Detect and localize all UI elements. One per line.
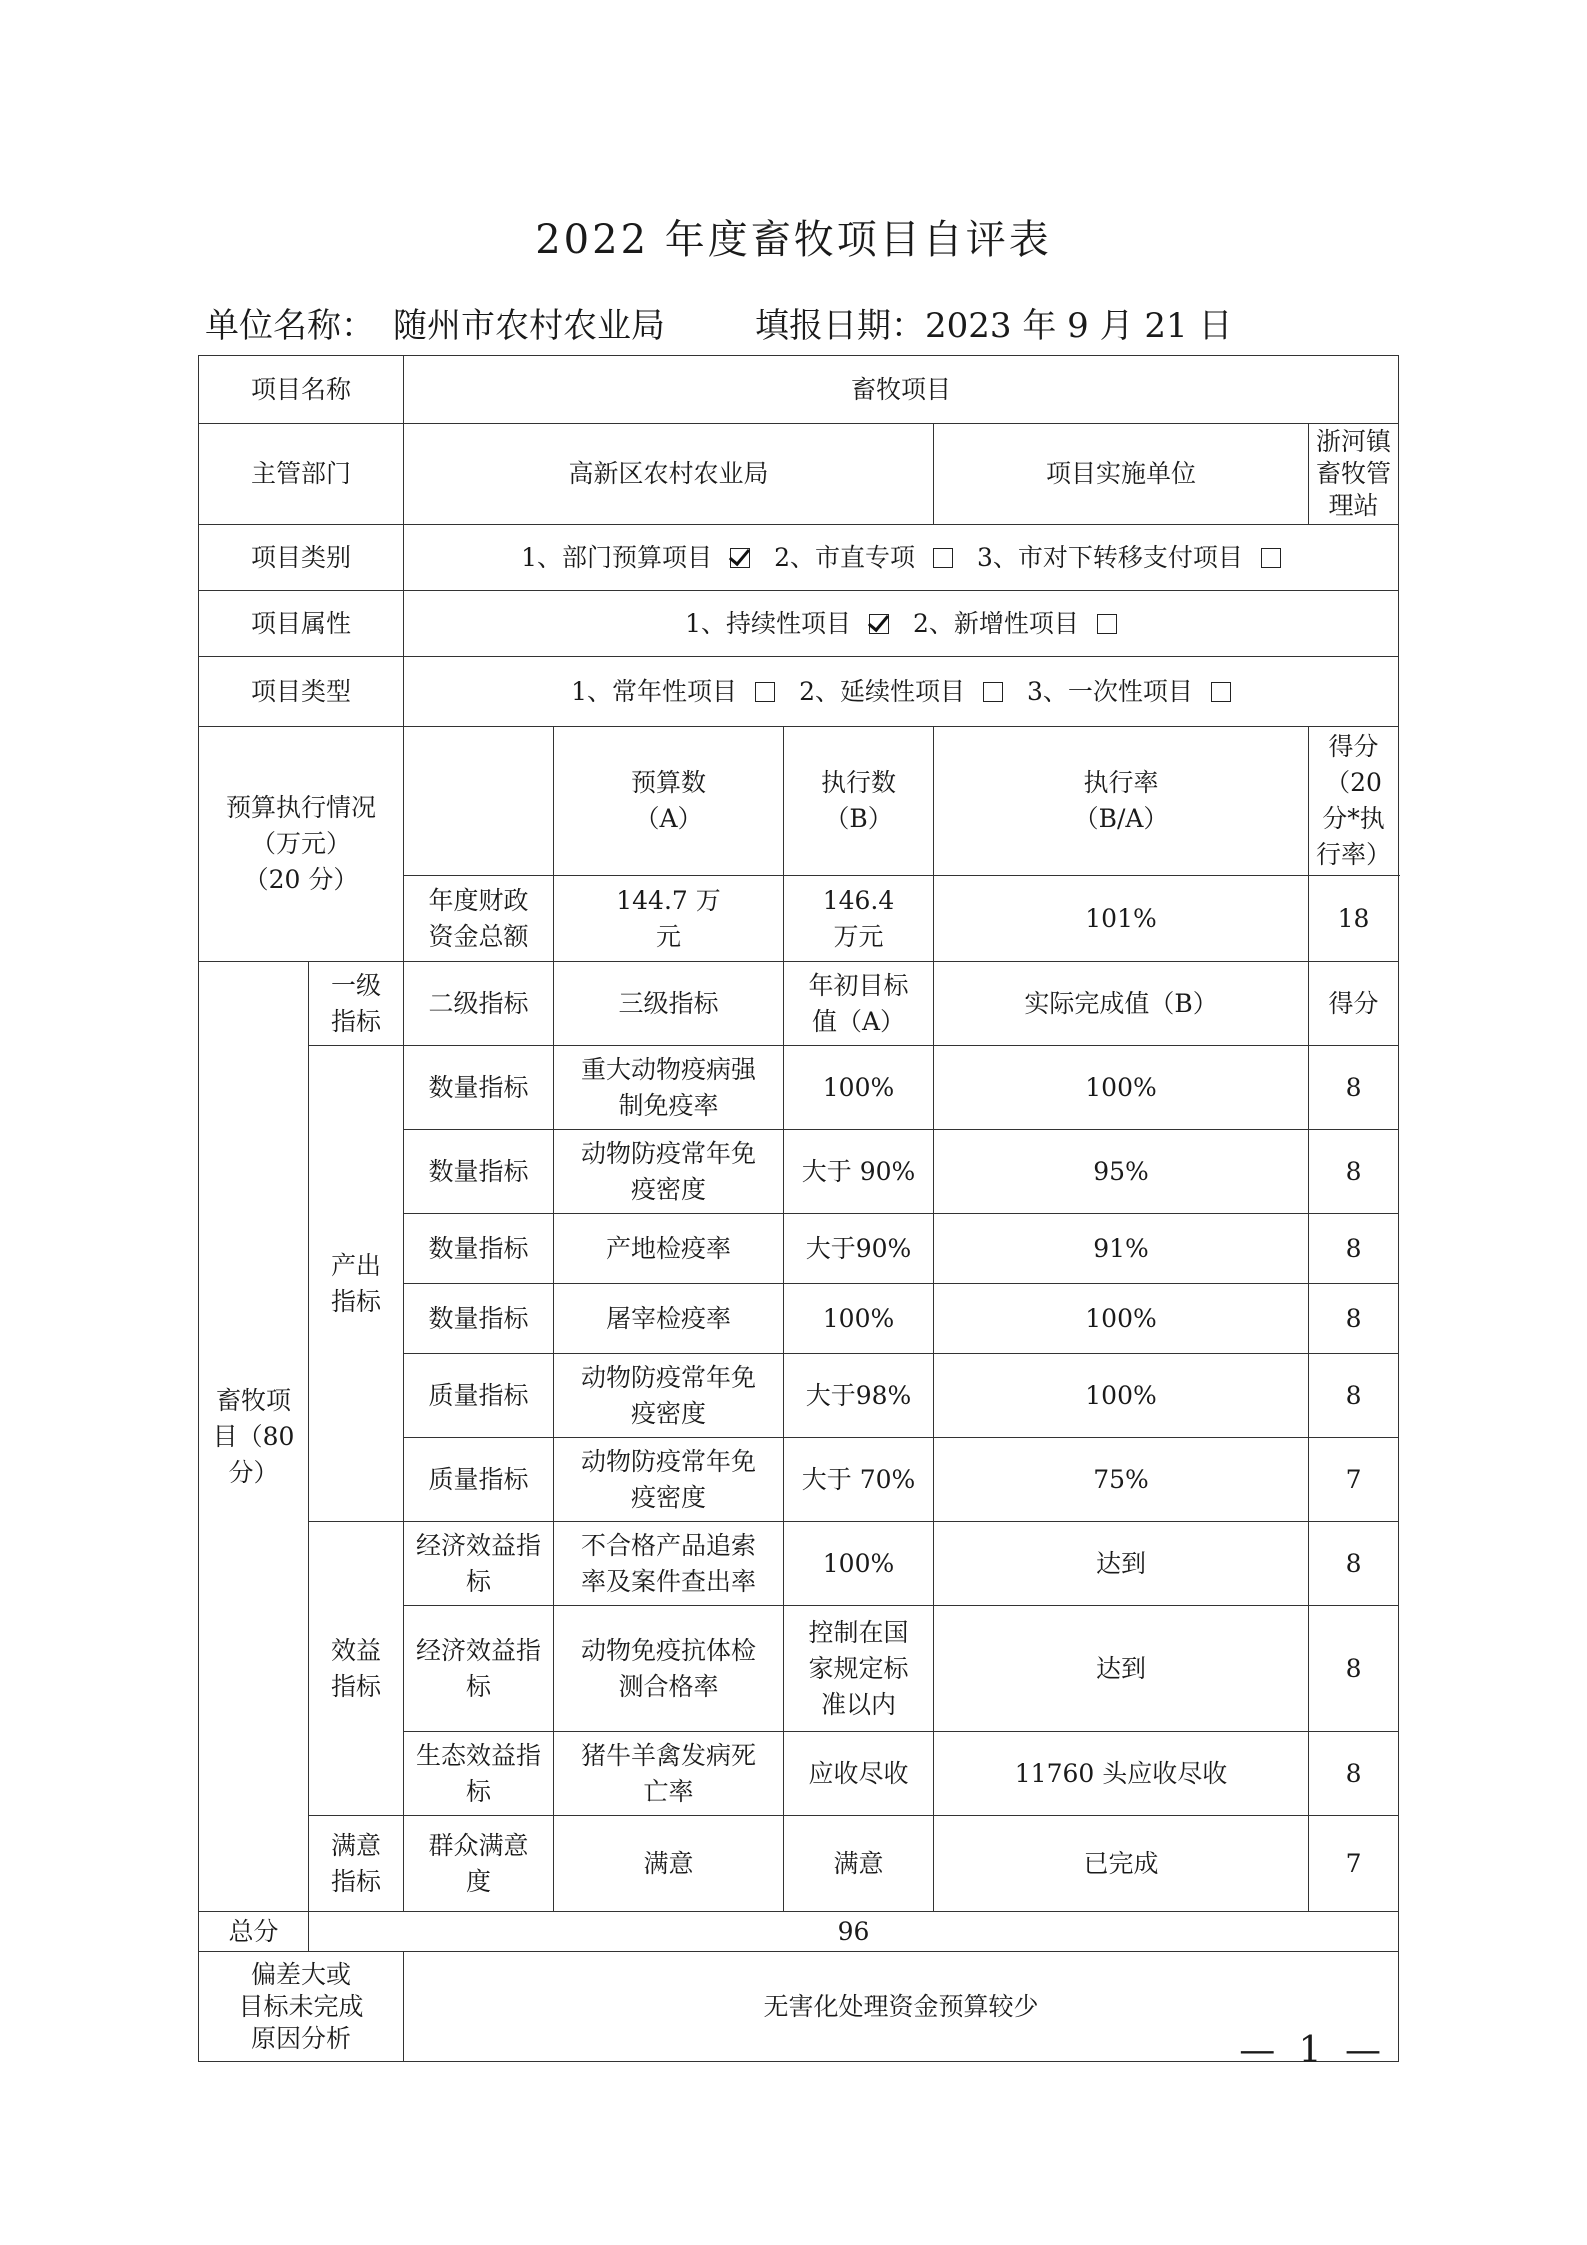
text-line: 产出 (331, 1250, 382, 1280)
score-cell: 7 (1309, 1438, 1399, 1522)
text-line: 100% (822, 1548, 895, 1578)
text-line: 疫密度 (631, 1482, 707, 1512)
row-type (199, 657, 1399, 727)
level2-cell (404, 1438, 554, 1522)
text-line: 屠宰检疫率 (606, 1303, 732, 1333)
option-label: 1、部门预算项目 (521, 542, 713, 572)
level2-cell (404, 1816, 554, 1912)
budget-value (554, 876, 784, 962)
category-label: 项目类别 (199, 525, 404, 591)
budget-empty-cell (404, 727, 554, 876)
text-line: 万元 (833, 921, 884, 951)
score-cell: 8 (1309, 1130, 1399, 1214)
target-cell (784, 1816, 934, 1912)
col-budget (554, 727, 784, 876)
dept-value: 高新区农村农业局 (404, 424, 934, 525)
level2-cell (404, 1046, 554, 1130)
text-line: 年度财政 (428, 885, 529, 915)
option-label: 2、延续性项目 (799, 676, 965, 706)
text-line: 制免疫率 (618, 1090, 719, 1120)
indicator-row (199, 1046, 1399, 1130)
actual-cell: 达到 (934, 1522, 1309, 1606)
impl-value: 浙河镇畜牧管理站 (1309, 424, 1399, 525)
row-department (199, 424, 1399, 525)
total-value: 96 (309, 1912, 1399, 1952)
level2-cell (404, 1130, 554, 1214)
text-line: 值（A） (811, 1006, 906, 1036)
text-line: 数量指标 (428, 1233, 529, 1263)
text-line: 大于98% (805, 1380, 912, 1410)
score-cell: 8 (1309, 1732, 1399, 1816)
text-line: 控制在国 (808, 1617, 909, 1647)
text-line: 标 (466, 1776, 492, 1806)
level3-cell (554, 1732, 784, 1816)
col-exec (784, 727, 934, 876)
form-header (205, 298, 1232, 347)
group-benefit-label (309, 1522, 404, 1816)
checked-checkbox-icon[interactable] (730, 548, 750, 568)
level3-cell (554, 1522, 784, 1606)
text-line: 100% (822, 1072, 895, 1102)
text-line: 预算数 (631, 768, 707, 797)
text-line: 经济效益指 (416, 1635, 542, 1665)
option-item (685, 606, 889, 642)
option-item (571, 674, 775, 710)
text-line: 146.4 (822, 885, 895, 915)
text-line: 大于90% (805, 1233, 912, 1263)
text-line: 动物防疫常年免 (581, 1362, 757, 1392)
actual-cell: 100% (934, 1046, 1309, 1130)
text-line: 满意 (643, 1848, 694, 1878)
category-options (404, 525, 1399, 591)
level3-cell (554, 1816, 784, 1912)
text-line: 群众满意 (428, 1830, 529, 1860)
checkbox-icon[interactable] (755, 682, 775, 702)
indicator-row (199, 1522, 1399, 1606)
text-line: 动物免疫抗体检 (581, 1635, 757, 1665)
col-rate (934, 727, 1309, 876)
text-line: 大于 70% (801, 1464, 916, 1494)
checkbox-icon[interactable] (1261, 548, 1281, 568)
impl-label: 项目实施单位 (934, 424, 1309, 525)
row-attribute (199, 591, 1399, 657)
level3-cell (554, 1046, 784, 1130)
hdr-score: 得分 (1309, 962, 1399, 1046)
checkbox-icon[interactable] (1097, 614, 1117, 634)
option-item (1027, 674, 1231, 710)
score-cell: 8 (1309, 1214, 1399, 1284)
text-line: 执行率 (1083, 768, 1159, 797)
group-output-label (309, 1046, 404, 1522)
indicator-row (199, 1816, 1399, 1912)
score-cell: 8 (1309, 1522, 1399, 1606)
row-total (199, 1912, 1399, 1952)
text-line: （B/A） (1073, 804, 1169, 833)
actual-cell: 100% (934, 1354, 1309, 1438)
target-cell (784, 1284, 934, 1354)
text-line: 疫密度 (631, 1174, 707, 1204)
text-line: 预算执行情况 (226, 793, 377, 822)
hdr-actual: 实际完成值（B） (934, 962, 1309, 1046)
option-label: 2、市直专项 (774, 542, 915, 572)
hdr-level3: 三级指标 (554, 962, 784, 1046)
text-line: 原因分析 (251, 2023, 352, 2053)
level2-cell (404, 1606, 554, 1732)
score-cell: 8 (1309, 1606, 1399, 1732)
text-line: 执行数 (821, 768, 897, 797)
total-label: 总分 (199, 1912, 309, 1952)
text-line: 数量指标 (428, 1303, 529, 1333)
text-line: 度 (466, 1866, 492, 1896)
text-line: 亡率 (643, 1776, 694, 1806)
type-options (404, 657, 1399, 727)
text-line: 偏差大或 (251, 1959, 352, 1989)
level2-cell (404, 1214, 554, 1284)
checkbox-icon[interactable] (983, 682, 1003, 702)
text-line: 满意 (331, 1830, 382, 1860)
attribute-options (404, 591, 1399, 657)
budget-row-label (404, 876, 554, 962)
text-line: 疫密度 (631, 1398, 707, 1428)
checked-checkbox-icon[interactable] (869, 614, 889, 634)
text-line: 效益 (331, 1635, 382, 1665)
actual-cell: 达到 (934, 1606, 1309, 1732)
text-line: 标 (466, 1566, 492, 1596)
hdr-level2: 二级指标 (404, 962, 554, 1046)
text-line: 应收尽收 (808, 1758, 909, 1788)
text-line: 产地检疫率 (606, 1233, 732, 1263)
text-line: 质量指标 (428, 1380, 529, 1410)
text-line: （B） (824, 804, 893, 833)
text-line: 动物防疫常年免 (581, 1138, 757, 1168)
deviation-value: 无害化处理资金预算较少 (404, 1952, 1399, 2062)
actual-cell: 91% (934, 1214, 1309, 1284)
option-item (799, 674, 1003, 710)
target-cell (784, 1130, 934, 1214)
text-line: 质量指标 (428, 1464, 529, 1494)
type-label: 项目类型 (199, 657, 404, 727)
option-label: 2、新增性项目 (913, 608, 1079, 638)
target-cell (784, 1046, 934, 1130)
score-cell: 7 (1309, 1816, 1399, 1912)
checkbox-icon[interactable] (1211, 682, 1231, 702)
text-line: 满意 (833, 1848, 884, 1878)
exec-value (784, 876, 934, 962)
row-budget-header (199, 727, 1399, 876)
option-item (774, 540, 953, 576)
text-line: 数量指标 (428, 1072, 529, 1102)
unit-label: 单位名称： (205, 306, 375, 346)
attribute-label: 项目属性 (199, 591, 404, 657)
option-label: 3、一次性项目 (1027, 676, 1193, 706)
page-title: 2022 年度畜牧项目自评表 (535, 217, 1052, 263)
indicator-section-label (199, 962, 309, 1912)
level2-cell (404, 1522, 554, 1606)
row-category (199, 525, 1399, 591)
level3-cell (554, 1438, 784, 1522)
text-line: 经济效益指 (416, 1530, 542, 1560)
level2-cell (404, 1354, 554, 1438)
option-item (913, 606, 1117, 642)
text-line: 动物防疫常年免 (581, 1446, 757, 1476)
checkbox-icon[interactable] (933, 548, 953, 568)
date-value: 2023 年 9 月 21 日 (925, 306, 1233, 346)
text-line: 标 (466, 1671, 492, 1701)
actual-cell: 已完成 (934, 1816, 1309, 1912)
text-line: 得分 (1328, 732, 1379, 761)
rate-value: 101% (934, 876, 1309, 962)
text-line: （20 分*执行率） (1316, 768, 1392, 869)
score-value: 18 (1309, 876, 1399, 962)
text-line: 一级 (331, 970, 382, 1000)
col-score (1309, 727, 1399, 876)
score-cell: 8 (1309, 1284, 1399, 1354)
text-line: 指标 (331, 1671, 382, 1701)
text-line: 生态效益指 (416, 1740, 542, 1770)
text-line: 畜牧项 (215, 1385, 291, 1415)
text-line: 准以内 (821, 1689, 897, 1719)
text-line: （万元） (251, 829, 352, 858)
level3-cell (554, 1284, 784, 1354)
target-cell (784, 1214, 934, 1284)
text-line: 猪牛羊禽发病死 (581, 1740, 757, 1770)
text-line: 100% (822, 1303, 895, 1333)
text-line: 分） (228, 1457, 279, 1487)
budget-label (199, 727, 404, 962)
level2-cell (404, 1732, 554, 1816)
target-cell (784, 1354, 934, 1438)
row-indicator-header (199, 962, 1399, 1046)
score-cell: 8 (1309, 1046, 1399, 1130)
text-line: 元 (656, 921, 682, 951)
option-label: 1、常年性项目 (571, 676, 738, 706)
text-line: 大于 90% (801, 1156, 916, 1186)
text-line: 指标 (331, 1286, 382, 1316)
option-item (977, 540, 1281, 576)
project-name-label: 项目名称 (199, 356, 404, 424)
actual-cell: 11760 头应收尽收 (934, 1732, 1309, 1816)
hdr-target (784, 962, 934, 1046)
target-cell (784, 1438, 934, 1522)
page-number: — 1 — (1239, 2030, 1387, 2071)
text-line: （A） (634, 804, 703, 833)
project-name-value: 畜牧项目 (404, 356, 1399, 424)
text-line: 重大动物疫病强 (581, 1054, 757, 1084)
text-line: 率及案件查出率 (581, 1566, 757, 1596)
deviation-label (199, 1952, 404, 2062)
row-project-name (199, 356, 1399, 424)
actual-cell: 95% (934, 1130, 1309, 1214)
text-line: 不合格产品追索 (581, 1530, 757, 1560)
text-line: 数量指标 (428, 1156, 529, 1186)
text-line: 资金总额 (428, 921, 529, 951)
dept-label: 主管部门 (199, 424, 404, 525)
target-cell (784, 1732, 934, 1816)
target-cell (784, 1522, 934, 1606)
level3-cell (554, 1354, 784, 1438)
text-line: （20 分） (243, 865, 359, 894)
text-line: 指标 (331, 1006, 382, 1036)
row-deviation (199, 1952, 1399, 2062)
evaluation-table (198, 355, 1399, 2062)
text-line: 测合格率 (618, 1671, 719, 1701)
text-line: 家规定标 (808, 1653, 909, 1683)
text-line: 年初目标 (808, 970, 909, 1000)
group-satisfaction-label (309, 1816, 404, 1912)
text-line: 144.7 万 (616, 885, 721, 915)
level3-cell (554, 1130, 784, 1214)
text-line: 目标未完成 (238, 1991, 364, 2021)
option-label: 3、市对下转移支付项目 (976, 542, 1243, 572)
date-label: 填报日期： (755, 306, 925, 346)
level2-cell (404, 1284, 554, 1354)
score-cell: 8 (1309, 1354, 1399, 1438)
hdr-level1 (309, 962, 404, 1046)
level3-cell (554, 1606, 784, 1732)
unit-value: 随州市农村农业局 (393, 306, 665, 346)
text-line: 指标 (331, 1866, 382, 1896)
actual-cell: 75% (934, 1438, 1309, 1522)
option-label: 1、持续性项目 (685, 608, 852, 638)
text-line: 目（80 (212, 1421, 295, 1451)
actual-cell: 100% (934, 1284, 1309, 1354)
target-cell (784, 1606, 934, 1732)
option-item (521, 540, 750, 576)
level3-cell (554, 1214, 784, 1284)
